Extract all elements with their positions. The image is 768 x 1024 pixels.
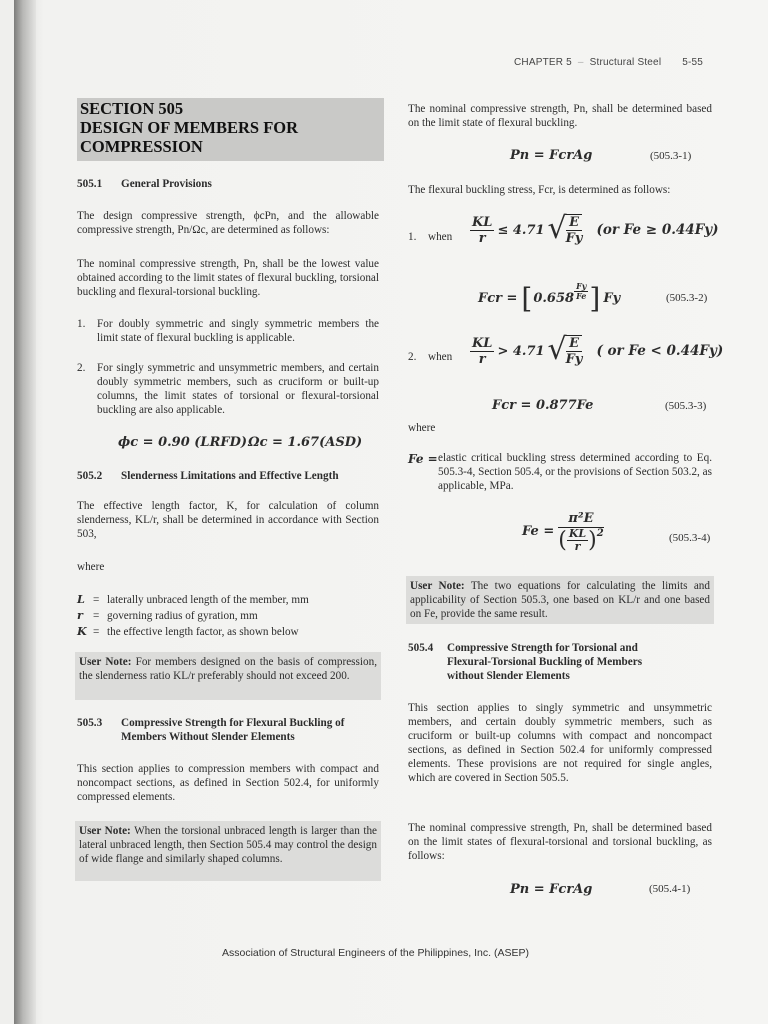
paragraph-nominal-strength: The nominal compressive strength, Pn, shall be the lowest value obtained according to the limit states of flexural buckling, torsional buckling and flexural-torsional buckling.: [77, 258, 379, 298]
subsection-505-1-heading: [77, 177, 212, 191]
paragraph-505-3-scope: This section applies to compression members with compact and noncompact sections, as defined in Section 502.4, for uniformly compressed elements.: [77, 763, 379, 803]
subsection-title-line1: Compressive Strength for Flexural Buckling of: [121, 717, 345, 729]
equation-lhs: Fcr =: [478, 291, 518, 306]
subsection-title: Slenderness Limitations and Effective Length: [121, 470, 339, 482]
section-title-line3: COMPRESSION: [80, 137, 203, 156]
fraction-KL-over-r: [470, 336, 494, 367]
section-title: [80, 99, 380, 156]
subsection-505-4-heading: [408, 641, 712, 683]
equation-505-4-1: Pn = FcrAg: [510, 882, 593, 897]
page-number: 5-55: [682, 57, 704, 68]
header-separator: –: [577, 57, 584, 68]
paragraph-505-3-nominal: The nominal compressive strength, Pn, shall be determined based on the limit state of flexural buckling.: [408, 103, 712, 129]
fraction-KL-over-r: [470, 215, 494, 246]
user-note-text: When the torsional unbraced length is larger than the lateral unbraced length, then Section 505.4 may control the design of wide flange and similarly shaped columns.: [79, 825, 377, 865]
subsection-number: 505.4: [408, 642, 434, 654]
fraction-numerator: Fy: [576, 281, 587, 291]
list-item-1: [77, 317, 379, 347]
exponent-fraction: [574, 282, 588, 301]
case-2-alt-condition: ( or Fe < 0.44Fy): [596, 343, 724, 359]
case-1-alt-condition: (or Fe ≥ 0.44Fy): [596, 222, 719, 238]
section-title-line2: DESIGN OF MEMBERS FOR: [80, 118, 299, 137]
fraction-denominator: Fy: [565, 352, 583, 367]
case-2-condition: [470, 332, 724, 367]
paragraph-505-4-nominal: The nominal compressive strength, Pn, shall be determined based on the limit states of flexural-torsional and torsional buckling, as follows:: [408, 822, 712, 862]
equation-number: (505.3-4): [669, 532, 711, 544]
variable-symbol: r: [77, 608, 83, 622]
list-text: For singly symmetric and unsymmetric members, and certain doubly symmetric members, such as cruciform or built-up columns, the limit states of torsional or flexural-torsional buckling are also applicable.: [97, 362, 379, 416]
fe-description: elastic critical buckling stress determined according to Eq. 505.3-4, Section 505.4, or the provisions of Section 503.2, as applicable, MPa.: [438, 452, 712, 492]
fraction-denominator: [558, 528, 603, 553]
equation-505-3-3: Fcr = 0.877Fe: [492, 398, 594, 413]
equation-lhs: Fe =: [522, 524, 555, 539]
list-text: For doubly symmetric and singly symmetric members the limit state of flexural buckling is applicable.: [97, 318, 379, 344]
variable-definition-K: [77, 624, 379, 639]
user-note-label: User Note:: [79, 825, 131, 837]
left-paren-icon: (: [558, 528, 567, 553]
radical-icon: √: [547, 211, 567, 246]
right-bracket-icon: ]: [589, 282, 601, 315]
fe-symbol: Fe =: [408, 452, 438, 466]
equation-505-3-2: [478, 282, 620, 315]
fraction-denominator: Fy: [565, 231, 583, 246]
running-header: [514, 57, 703, 68]
case-1-condition: [470, 211, 719, 246]
case-2-number: 2.: [408, 351, 417, 363]
fraction-denominator: Fe: [576, 291, 587, 301]
fraction-numerator: KL: [568, 527, 587, 540]
variable-symbol: L: [77, 592, 85, 606]
fraction-numerator: E: [566, 336, 583, 352]
fraction-E-over-Fy: [566, 215, 583, 246]
fraction-pi2E-over-KLr2: [558, 510, 603, 553]
left-bracket-icon: [: [521, 282, 533, 315]
fraction-numerator: KL: [472, 335, 493, 351]
subsection-number: 505.3: [77, 717, 103, 729]
equation-number: (505.3-1): [650, 150, 692, 162]
comparison-operator: > 4.71: [497, 343, 545, 359]
square-root: [547, 332, 583, 367]
fraction-E-over-Fy: [566, 336, 583, 367]
user-note-text: For members designed on the basis of compression, the slenderness ratio KL/r preferably should not exceed 200.: [79, 656, 377, 682]
subsection-title: General Provisions: [121, 178, 212, 190]
paragraph-flexural-stress: The flexural buckling stress, Fcr, is determined as follows:: [408, 184, 671, 196]
fraction-denominator: r: [478, 230, 486, 246]
user-note-label: User Note:: [79, 656, 132, 668]
equation-number: (505.3-2): [666, 292, 708, 304]
exponent: 2: [596, 528, 604, 539]
list-item-2: [77, 361, 379, 419]
paragraph-effective-length: The effective length factor, K, for calculation of column slenderness, KL/r, shall be determined in accordance with Section 503,: [77, 500, 379, 540]
variable-symbol: K: [77, 624, 87, 638]
phi-c-equation: ϕc = 0.90 (LRFD): [118, 435, 248, 450]
list-number: 1.: [77, 318, 86, 330]
book-spine-shadow: [14, 0, 36, 1024]
fraction-KL-over-r: [567, 528, 588, 553]
subsection-title-line1: Compressive Strength for Torsional and: [447, 642, 638, 654]
comparison-operator: ≤ 4.71: [497, 222, 545, 238]
subsection-number: 505.1: [77, 178, 103, 190]
subsection-number: 505.2: [77, 470, 103, 482]
where-label: where: [77, 561, 105, 573]
user-note-text: The two equations for calculating the limits and applicability of Section 505.3, one based on KL/r and one based on Fe, provide the same result.: [410, 580, 710, 620]
right-paren-icon: ): [588, 528, 597, 553]
variable-definition-r: [77, 608, 379, 623]
subsection-505-2-heading: [77, 469, 339, 483]
user-note-label: User Note:: [410, 580, 465, 592]
equation-number: (505.4-1): [649, 883, 691, 895]
user-note-equations: [406, 576, 714, 624]
user-note-slenderness: [75, 652, 381, 700]
radical-icon: √: [547, 332, 567, 367]
variable-definition-L: [77, 592, 379, 607]
fraction-numerator: KL: [472, 214, 493, 230]
subsection-title-line2: Members Without Slender Elements: [121, 731, 295, 743]
page-footer: Association of Structural Engineers of the Philippines, Inc. (ASEP): [222, 947, 529, 959]
fraction-denominator: r: [478, 351, 486, 367]
equation-base: 0.658: [533, 291, 575, 306]
equation-tail: Fy: [603, 291, 621, 306]
chapter-title: Structural Steel: [589, 57, 662, 68]
paragraph-505-4-scope: This section applies to singly symmetric and unsymmetric members, and certain doubly symmetric members, such as cruciform or built-up columns with compact and noncompact sections, as defined in Section 502.4 for uniformly compressed elements. These provisions are not required for single angles, which are covered in Section 505.5.: [408, 702, 712, 784]
equation-505-3-4: [522, 510, 604, 553]
equation-505-3-1: Pn = FcrAg: [510, 148, 593, 163]
square-root: [547, 211, 583, 246]
subsection-title-line2: Flexural-Torsional Buckling of Members: [447, 656, 643, 668]
case-1-when: when: [428, 231, 453, 243]
subsection-title-line3: without Slender Elements: [447, 670, 570, 682]
equals-sign: =: [93, 594, 100, 606]
paragraph-design-strength: The design compressive strength, ϕcPn, and the allowable compressive strength, Pn/Ωc, are determined as follows:: [77, 210, 379, 236]
where-label: where: [408, 422, 436, 434]
fraction-numerator: π²E: [558, 510, 603, 528]
omega-c-equation: Ωc = 1.67(ASD): [248, 435, 363, 450]
fraction-denominator: r: [574, 540, 581, 553]
equals-sign: =: [93, 626, 100, 638]
section-title-line1: SECTION 505: [80, 99, 184, 118]
book-page: [14, 0, 768, 1024]
case-1-number: 1.: [408, 231, 417, 243]
variable-description: the effective length factor, as shown below: [107, 626, 299, 638]
case-2-when: when: [428, 351, 453, 363]
equation-number: (505.3-3): [665, 400, 707, 412]
chapter-label: CHAPTER 5: [514, 57, 572, 68]
variable-description: governing radius of gyration, mm: [107, 610, 258, 622]
equals-sign: =: [93, 610, 100, 622]
fraction-numerator: E: [566, 215, 583, 231]
user-note-torsional: [75, 821, 381, 881]
subsection-505-3-heading: [77, 716, 379, 744]
list-number: 2.: [77, 362, 86, 374]
variable-description: laterally unbraced length of the member, mm: [107, 594, 309, 606]
